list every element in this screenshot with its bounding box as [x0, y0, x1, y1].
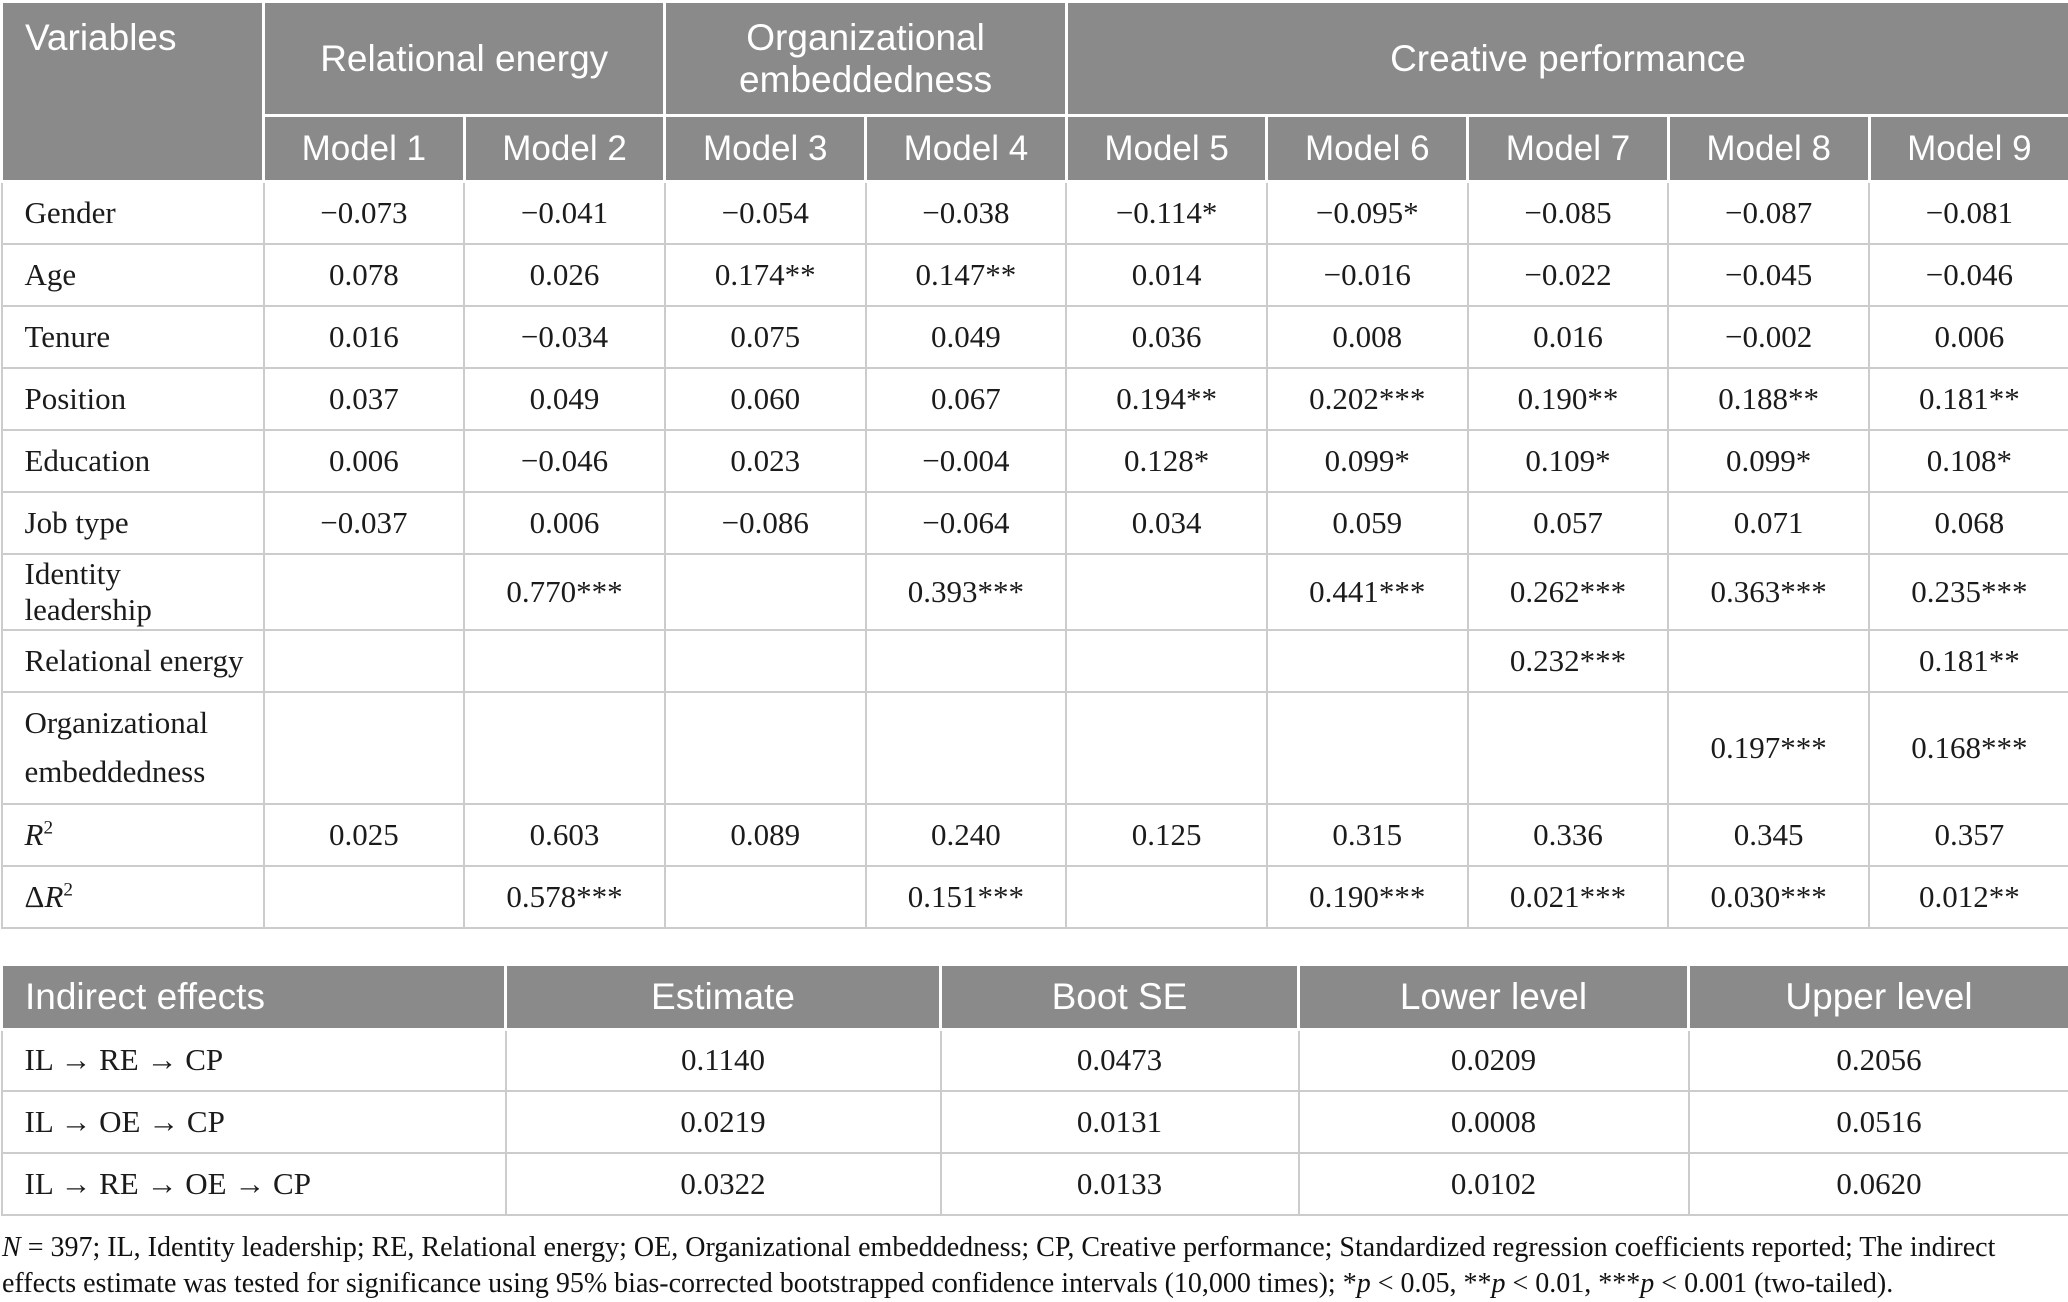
table-row-gender — [2, 182, 2068, 244]
header-cell-lower-level: Lower level — [1299, 964, 1689, 1029]
cell: 0.067 — [866, 368, 1067, 430]
footnote-text: < 0.01, *** — [1506, 1268, 1641, 1299]
cell: −0.038 — [866, 182, 1067, 244]
cell — [866, 692, 1067, 804]
cell — [264, 630, 465, 692]
cell: 0.036 — [1066, 306, 1267, 368]
cell: 0.012** — [1869, 866, 2068, 928]
cell: −0.045 — [1668, 244, 1869, 306]
cell — [665, 866, 866, 928]
table-row-position — [2, 368, 2068, 430]
cell — [264, 692, 465, 804]
cell: 0.025 — [264, 804, 465, 866]
cell: 0.190*** — [1267, 866, 1468, 928]
cell: 0.060 — [665, 368, 866, 430]
cell — [1066, 554, 1267, 630]
cell: 0.006 — [464, 492, 665, 554]
row-label: IL → RE → OE → CP — [2, 1153, 506, 1215]
cell: −0.004 — [866, 430, 1067, 492]
cell: −0.037 — [264, 492, 465, 554]
indirect-effects-header-row — [2, 964, 2068, 1029]
footnote-text: < 0.001 (two-tailed). — [1654, 1268, 1893, 1299]
row-label-r-squared — [2, 804, 264, 866]
footnote-text: < 0.05, ** — [1371, 1268, 1492, 1299]
cell: 0.037 — [264, 368, 465, 430]
table-row-education — [2, 430, 2068, 492]
cell: 0.023 — [665, 430, 866, 492]
cell — [1267, 692, 1468, 804]
cell: 0.128* — [1066, 430, 1267, 492]
row-label: Position — [2, 368, 264, 430]
cell: −0.085 — [1468, 182, 1669, 244]
header-cell-indirect-effects: Indirect effects — [2, 964, 506, 1029]
cell: 0.016 — [264, 306, 465, 368]
table-row-age — [2, 244, 2068, 306]
cell: 0.006 — [264, 430, 465, 492]
header-cell-model-7: Model 7 — [1468, 116, 1669, 182]
r-symbol: R — [44, 879, 63, 914]
cell: 0.1140 — [506, 1029, 941, 1091]
cell: −0.081 — [1869, 182, 2068, 244]
cell: −0.087 — [1668, 182, 1869, 244]
cell: −0.064 — [866, 492, 1067, 554]
cell: 0.336 — [1468, 804, 1669, 866]
row-label: Job type — [2, 492, 264, 554]
model-header-row — [2, 116, 2068, 182]
cell — [1066, 630, 1267, 692]
cell: −0.022 — [1468, 244, 1669, 306]
cell — [1267, 630, 1468, 692]
row-label: Gender — [2, 182, 264, 244]
cell: 0.188** — [1668, 368, 1869, 430]
cell: −0.002 — [1668, 306, 1869, 368]
cell: 0.0102 — [1299, 1153, 1689, 1215]
cell: 0.2056 — [1689, 1029, 2068, 1091]
group-header-organizational-embeddedness: Organizational embeddedness — [665, 2, 1066, 116]
cell: 0.030*** — [1668, 866, 1869, 928]
r-squared-exponent: 2 — [63, 879, 73, 900]
cell — [1668, 630, 1869, 692]
table-row-job-type — [2, 492, 2068, 554]
footnote-text: = 397; IL, Identity leadership; RE, Relational energy; OE, Organizational embeddedness; CP, Creative performance; Standardized regression coefficients reported; The indirect effects estimate was tested for significance using 95% bias-corrected bootstrapped confidence intervals (10,000 times); * — [2, 1232, 1995, 1299]
header-cell-model-6: Model 6 — [1267, 116, 1468, 182]
cell: 0.345 — [1668, 804, 1869, 866]
table-row-r-squared — [2, 804, 2068, 866]
cell: −0.073 — [264, 182, 465, 244]
delta-symbol: Δ — [25, 879, 45, 914]
cell: 0.109* — [1468, 430, 1669, 492]
cell: 0.578*** — [464, 866, 665, 928]
cell: 0.202*** — [1267, 368, 1468, 430]
cell: 0.441*** — [1267, 554, 1468, 630]
row-label: IL → OE → CP — [2, 1091, 506, 1153]
row-label: Tenure — [2, 306, 264, 368]
cell: 0.315 — [1267, 804, 1468, 866]
cell: 0.240 — [866, 804, 1067, 866]
cell: 0.068 — [1869, 492, 2068, 554]
row-label-delta-r-squared — [2, 866, 264, 928]
cell: 0.075 — [665, 306, 866, 368]
cell: 0.262*** — [1468, 554, 1669, 630]
cell: 0.049 — [866, 306, 1067, 368]
cell: 0.603 — [464, 804, 665, 866]
cell: 0.026 — [464, 244, 665, 306]
row-label: IL → RE → CP — [2, 1029, 506, 1091]
cell: −0.095* — [1267, 182, 1468, 244]
cell: 0.108* — [1869, 430, 2068, 492]
cell: 0.0133 — [941, 1153, 1299, 1215]
cell: 0.059 — [1267, 492, 1468, 554]
group-header-relational-energy: Relational energy — [264, 2, 665, 116]
cell: 0.770*** — [464, 554, 665, 630]
footnote-p-symbol: p — [1492, 1268, 1506, 1299]
cell — [464, 630, 665, 692]
cell: 0.078 — [264, 244, 465, 306]
cell: 0.0620 — [1689, 1153, 2068, 1215]
cell: 0.147** — [866, 244, 1067, 306]
cell: 0.0219 — [506, 1091, 941, 1153]
table-row-organizational-embeddedness — [2, 692, 2068, 804]
row-label: Relational energy — [2, 630, 264, 692]
header-cell-model-2: Model 2 — [464, 116, 665, 182]
cell: 0.363*** — [1668, 554, 1869, 630]
header-cell-model-3: Model 3 — [665, 116, 866, 182]
cell: 0.151*** — [866, 866, 1067, 928]
cell: 0.0209 — [1299, 1029, 1689, 1091]
cell: 0.008 — [1267, 306, 1468, 368]
cell: 0.071 — [1668, 492, 1869, 554]
cell: 0.197*** — [1668, 692, 1869, 804]
cell: 0.0131 — [941, 1091, 1299, 1153]
table-row-delta-r-squared — [2, 866, 2068, 928]
cell: −0.054 — [665, 182, 866, 244]
cell: −0.086 — [665, 492, 866, 554]
cell — [1468, 692, 1669, 804]
cell: 0.014 — [1066, 244, 1267, 306]
cell: −0.114* — [1066, 182, 1267, 244]
row-label: Age — [2, 244, 264, 306]
cell: 0.181** — [1869, 630, 2068, 692]
table-row-identity-leadership — [2, 554, 2068, 630]
cell — [665, 630, 866, 692]
footnote-p-symbol: p — [1640, 1268, 1654, 1299]
table-row-il-re-oe-cp — [2, 1153, 2068, 1215]
cell — [665, 692, 866, 804]
cell: 0.021*** — [1468, 866, 1669, 928]
indirect-effects-table — [0, 963, 2068, 1217]
cell: 0.190** — [1468, 368, 1669, 430]
header-cell-estimate: Estimate — [506, 964, 941, 1029]
row-label: Education — [2, 430, 264, 492]
footnote-p-symbol: p — [1357, 1268, 1371, 1299]
cell: 0.174** — [665, 244, 866, 306]
cell: −0.041 — [464, 182, 665, 244]
cell — [264, 866, 465, 928]
cell: 0.181** — [1869, 368, 2068, 430]
table-row-il-oe-cp — [2, 1091, 2068, 1153]
cell: 0.168*** — [1869, 692, 2068, 804]
footnote-n-symbol: N — [2, 1232, 21, 1263]
cell: 0.006 — [1869, 306, 2068, 368]
cell: 0.235*** — [1869, 554, 2068, 630]
header-cell-model-9: Model 9 — [1869, 116, 2068, 182]
r-symbol: R — [25, 817, 44, 852]
row-label: Organizational embeddedness — [2, 692, 264, 804]
cell: 0.0322 — [506, 1153, 941, 1215]
table-footnote — [2, 1230, 2066, 1302]
cell — [665, 554, 866, 630]
cell: 0.0516 — [1689, 1091, 2068, 1153]
cell: 0.0473 — [941, 1029, 1299, 1091]
cell: 0.0008 — [1299, 1091, 1689, 1153]
cell: 0.125 — [1066, 804, 1267, 866]
table-row-il-re-cp — [2, 1029, 2068, 1091]
cell: −0.046 — [464, 430, 665, 492]
cell — [464, 692, 665, 804]
cell: 0.034 — [1066, 492, 1267, 554]
cell — [264, 554, 465, 630]
group-header-creative-performance: Creative performance — [1066, 2, 2068, 116]
r-squared-exponent: 2 — [43, 817, 53, 838]
cell: 0.232*** — [1468, 630, 1669, 692]
row-label: Identity leadership — [2, 554, 264, 630]
cell: 0.194** — [1066, 368, 1267, 430]
cell: 0.057 — [1468, 492, 1669, 554]
cell — [1066, 692, 1267, 804]
cell: −0.034 — [464, 306, 665, 368]
cell: 0.099* — [1267, 430, 1468, 492]
table-row-relational-energy — [2, 630, 2068, 692]
cell: 0.099* — [1668, 430, 1869, 492]
group-header-row — [2, 2, 2068, 116]
header-cell-variables: Variables — [2, 2, 264, 182]
cell: −0.046 — [1869, 244, 2068, 306]
cell — [1066, 866, 1267, 928]
header-cell-model-1: Model 1 — [264, 116, 465, 182]
header-cell-model-4: Model 4 — [866, 116, 1067, 182]
cell — [866, 630, 1067, 692]
header-cell-model-8: Model 8 — [1668, 116, 1869, 182]
cell: 0.357 — [1869, 804, 2068, 866]
header-cell-boot-se: Boot SE — [941, 964, 1299, 1029]
cell: 0.049 — [464, 368, 665, 430]
header-cell-model-5: Model 5 — [1066, 116, 1267, 182]
table-row-tenure — [2, 306, 2068, 368]
cell: 0.393*** — [866, 554, 1067, 630]
header-cell-upper-level: Upper level — [1689, 964, 2068, 1029]
cell: 0.016 — [1468, 306, 1669, 368]
cell: 0.089 — [665, 804, 866, 866]
cell: −0.016 — [1267, 244, 1468, 306]
